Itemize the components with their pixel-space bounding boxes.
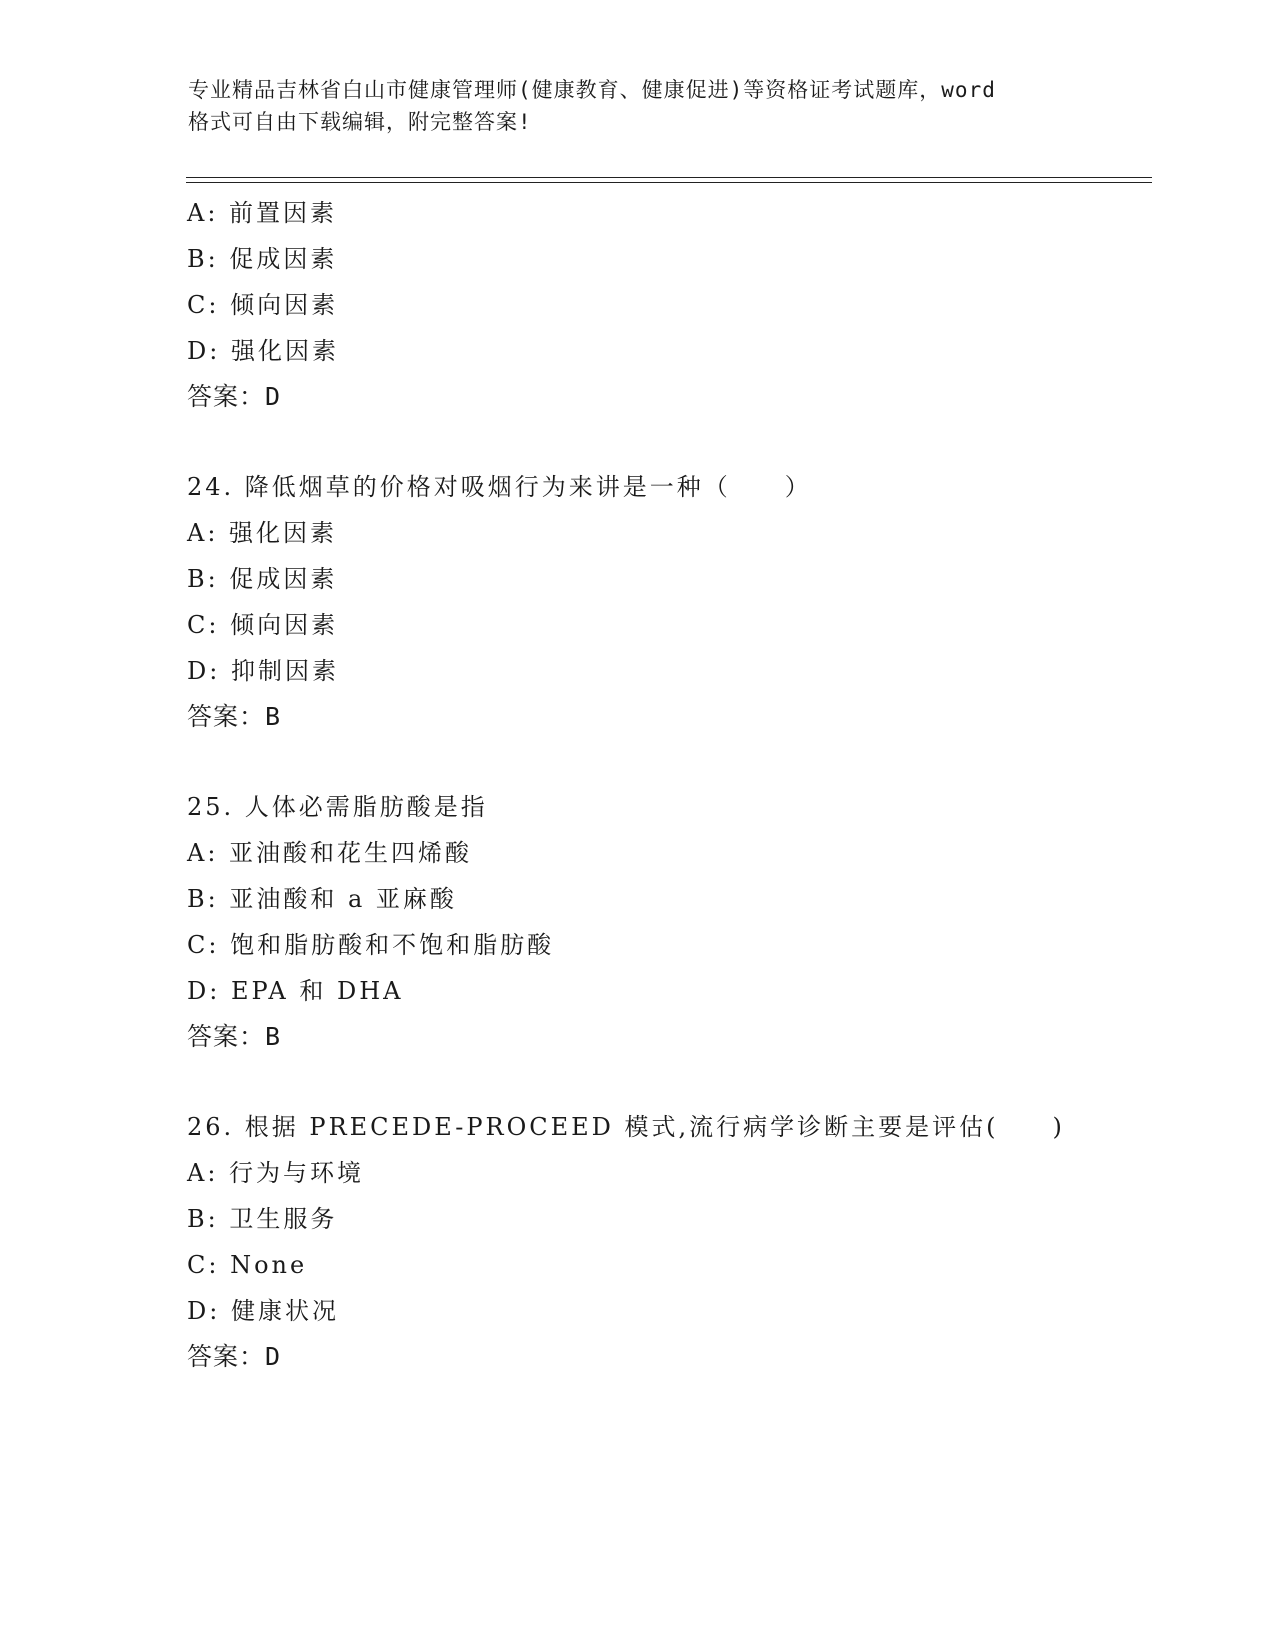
answer-line: 答案：D (187, 1342, 282, 1371)
option-c: C: 饱和脂肪酸和不饱和脂肪酸 (187, 931, 555, 959)
header-divider-bottom (186, 182, 1152, 183)
header-divider-top (186, 177, 1152, 178)
question-block-26 (187, 1104, 1147, 1380)
question-list (187, 190, 1147, 1380)
question-block-23 (187, 190, 1147, 420)
document-header (188, 74, 1088, 138)
option-a: A: 亚油酸和花生四烯酸 (187, 839, 473, 867)
option-b: B: 亚油酸和 a 亚麻酸 (187, 885, 457, 913)
question-text: 24. 降低烟草的价格对吸烟行为来讲是一种（ ） (187, 473, 812, 501)
question-block-25 (187, 784, 1147, 1060)
option-a: A: 行为与环境 (187, 1159, 365, 1187)
header-line-1: 专业精品吉林省白山市健康管理师(健康教育、健康促进)等资格证考试题库，word (188, 78, 996, 102)
option-d: D: 强化因素 (187, 337, 339, 365)
option-c: C: 倾向因素 (187, 611, 339, 639)
option-b: B: 卫生服务 (187, 1205, 338, 1233)
header-line-2: 格式可自由下载编辑，附完整答案! (188, 110, 532, 134)
answer-line: 答案：D (187, 382, 282, 411)
option-b: B: 促成因素 (187, 245, 338, 273)
option-c: C: 倾向因素 (187, 291, 339, 319)
answer-line: 答案：B (187, 702, 282, 731)
option-c: C: None (187, 1251, 308, 1279)
answer-line: 答案：B (187, 1022, 282, 1051)
option-b: B: 促成因素 (187, 565, 338, 593)
question-text: 25. 人体必需脂肪酸是指 (187, 793, 488, 821)
option-d: D: EPA 和 DHA (187, 977, 404, 1005)
option-a: A: 前置因素 (187, 199, 338, 227)
option-d: D: 抑制因素 (187, 657, 339, 685)
question-text: 26. 根据 PRECEDE-PROCEED 模式,流行病学诊断主要是评估( ) (187, 1113, 1065, 1141)
option-d: D: 健康状况 (187, 1297, 339, 1325)
option-a: A: 强化因素 (187, 519, 338, 547)
question-block-24 (187, 464, 1147, 740)
